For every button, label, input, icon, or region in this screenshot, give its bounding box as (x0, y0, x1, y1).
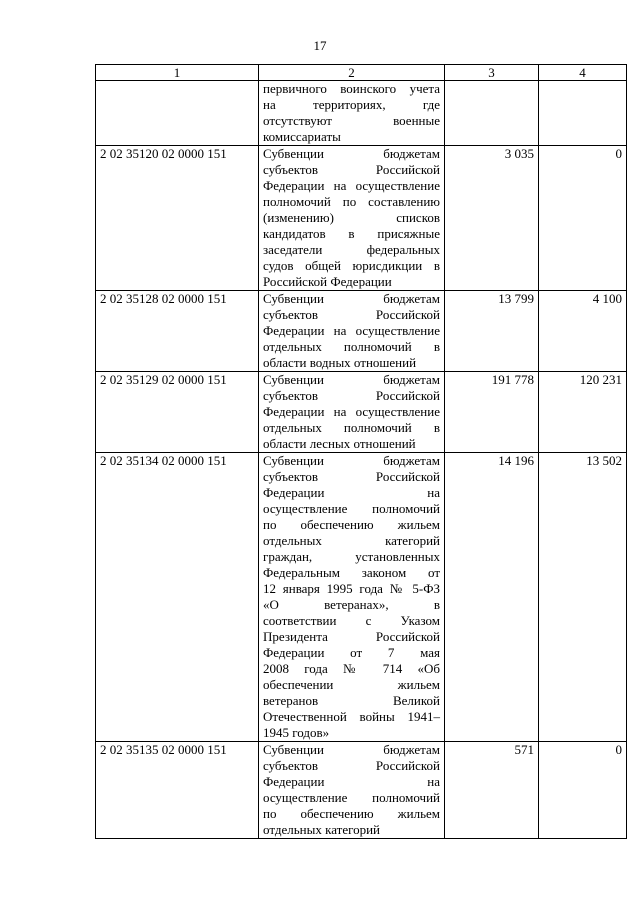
row-description (259, 81, 445, 146)
description-line: области водных отношений (263, 355, 417, 370)
page-number: 17 (313, 38, 327, 53)
description-line: соответствии с Указом (263, 613, 440, 628)
description-line: отдельных категорий (263, 533, 440, 548)
row-value-col3 (445, 81, 539, 146)
description-line: осуществление полномочий (263, 501, 440, 516)
description-line: субъектов Российской (263, 758, 440, 773)
row-value-col3: 14 196 (445, 453, 539, 742)
description-line: Федерации на осуществление (263, 178, 440, 193)
description-line: Федеральным законом от (263, 565, 440, 580)
row-value-col4 (539, 81, 627, 146)
table-row (96, 453, 627, 742)
description-line: по обеспечению жильем (263, 517, 440, 532)
row-value-col3: 191 778 (445, 372, 539, 453)
row-description (259, 146, 445, 291)
table-row (96, 146, 627, 291)
row-code: 2 02 35120 02 0000 151 (96, 146, 259, 291)
description-line: Президента Российской (263, 629, 440, 644)
description-line: отдельных полномочий в (263, 420, 440, 435)
description-line: Федерации на осуществление (263, 404, 440, 419)
row-value-col4: 4 100 (539, 291, 627, 372)
row-value-col3: 13 799 (445, 291, 539, 372)
column-header-1: 1 (96, 65, 259, 81)
table-row (96, 742, 627, 839)
description-line: обеспечении жильем (263, 677, 440, 692)
description-line: Федерации на (263, 774, 440, 789)
description-line: отдельных категорий (263, 822, 381, 837)
budget-table (95, 64, 627, 839)
table-header-row (96, 65, 627, 81)
row-description (259, 453, 445, 742)
description-line: по обеспечению жильем (263, 806, 440, 821)
row-code: 2 02 35135 02 0000 151 (96, 742, 259, 839)
table-row (96, 291, 627, 372)
description-line: комиссариаты (263, 129, 341, 144)
description-line: Российской Федерации (263, 274, 392, 289)
row-code: 2 02 35128 02 0000 151 (96, 291, 259, 372)
row-value-col4: 0 (539, 742, 627, 839)
description-line: субъектов Российской (263, 307, 440, 322)
row-code: 2 02 35134 02 0000 151 (96, 453, 259, 742)
description-line: субъектов Российской (263, 469, 440, 484)
column-header-4: 4 (539, 65, 627, 81)
description-line: 12 января 1995 года № 5-ФЗ (263, 581, 440, 596)
column-header-2: 2 (259, 65, 445, 81)
row-value-col4: 0 (539, 146, 627, 291)
description-line: Федерации на (263, 485, 440, 500)
description-line: Федерации на осуществление (263, 323, 440, 338)
row-value-col3: 571 (445, 742, 539, 839)
description-line: граждан, установленных (263, 549, 440, 564)
row-code (96, 81, 259, 146)
description-line: Субвенции бюджетам (263, 146, 440, 161)
description-line: Субвенции бюджетам (263, 453, 440, 468)
table-row (96, 372, 627, 453)
description-line: субъектов Российской (263, 162, 440, 177)
description-line: отсутствуют военные (263, 113, 440, 128)
description-line: Отечественной войны 1941– (263, 709, 440, 724)
description-line: ветеранов Великой (263, 693, 440, 708)
row-description (259, 742, 445, 839)
description-line: отдельных полномочий в (263, 339, 440, 354)
description-line: полномочий по составлению (263, 194, 440, 209)
table-row (96, 81, 627, 146)
description-line: заседатели федеральных (263, 242, 440, 257)
description-line: кандидатов в присяжные (263, 226, 440, 241)
description-line: Субвенции бюджетам (263, 291, 440, 306)
description-line: осуществление полномочий (263, 790, 440, 805)
row-value-col4: 120 231 (539, 372, 627, 453)
row-description (259, 291, 445, 372)
description-line: Субвенции бюджетам (263, 372, 440, 387)
description-line: 1945 годов» (263, 725, 330, 740)
description-line: области лесных отношений (263, 436, 416, 451)
row-code: 2 02 35129 02 0000 151 (96, 372, 259, 453)
description-line: Субвенции бюджетам (263, 742, 440, 757)
description-line: «О ветеранах», в (263, 597, 440, 612)
description-line: Федерации от 7 мая (263, 645, 440, 660)
row-value-col3: 3 035 (445, 146, 539, 291)
column-header-3: 3 (445, 65, 539, 81)
description-line: первичного воинского учета (263, 81, 440, 96)
description-line: на территориях, где (263, 97, 440, 112)
row-value-col4: 13 502 (539, 453, 627, 742)
description-line: 2008 года № 714 «Об (263, 661, 440, 676)
description-line: судов общей юрисдикции в (263, 258, 440, 273)
row-description (259, 372, 445, 453)
description-line: субъектов Российской (263, 388, 440, 403)
description-line: (изменению) списков (263, 210, 440, 225)
